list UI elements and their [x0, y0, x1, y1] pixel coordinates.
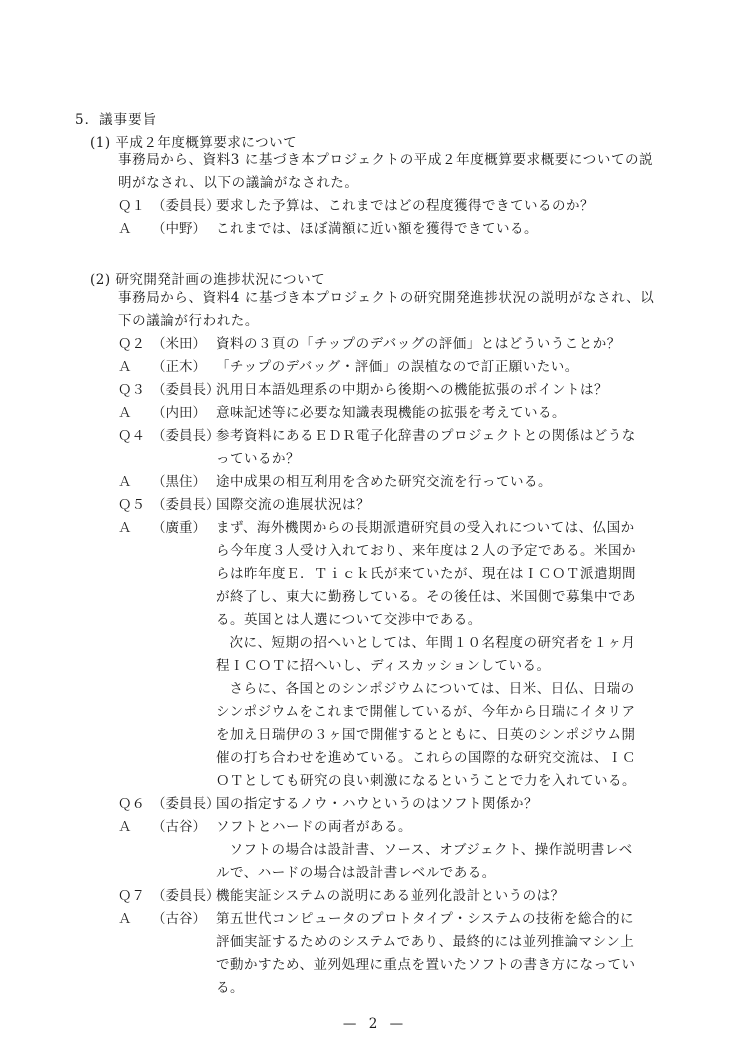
qa-text: [216, 356, 646, 379]
qa-speaker: （委員長）: [152, 796, 220, 812]
qa-paragraph: 国際交流の進展状況は？: [216, 497, 370, 513]
qa-entry: [118, 471, 648, 494]
qa-paragraph: 第五世代コンピュータのプロトタイプ・システムの技術を総合的に評価実証するためのシステムであり、最終的には並列推論マシン上で動かすため、並列処理に重点を置いたソフトの書き方になっている。: [216, 911, 636, 996]
qa-mark: Ａ: [118, 819, 132, 835]
qa-mark: Ｑ６: [118, 796, 145, 812]
qa-entry: [118, 195, 648, 218]
qa-paragraph: 要求した予算は、これまではどの程度獲得できているのか？: [216, 198, 594, 214]
qa-entry: [118, 793, 648, 816]
qa-text: [216, 425, 646, 471]
qa-entry: [118, 425, 648, 471]
qa-speaker: （委員長）: [152, 198, 220, 214]
qa-paragraph: まず、海外機関からの長期派遣研究員の受入れについては、仏国から今年度３人受け入れており、来年度は２人の予定である。米国からは昨年度Ｅ．Ｔｉｃｋ氏が来ていたが、現在はＩＣＯＴ派遣期間が終了し、東大に勤務している。その後任は、米国側で募集中である。英国とは人選について交渉中である。: [216, 520, 636, 628]
qa-text: [216, 816, 646, 885]
qa-speaker: （委員長）: [152, 497, 220, 513]
qa-text: [216, 379, 646, 402]
qa-text: [216, 195, 646, 218]
qa-speaker: （古谷）: [152, 819, 206, 835]
qa-mark: Ｑ１: [118, 198, 145, 214]
qa-entry: [118, 885, 648, 908]
qa-text: [216, 908, 646, 1000]
qa-paragraph: 意味記述等に必要な知識表現機能の拡張を考えている。: [216, 405, 566, 421]
part2-heading: (2) 研究開発計画の進捗状況について: [90, 272, 326, 288]
qa-mark: Ａ: [118, 520, 132, 536]
qa-paragraph: 国の指定するノウ・ハウというのはソフト関係か？: [216, 796, 538, 812]
qa-text: [216, 402, 646, 425]
qa-paragraph: ソフトとハードの両者がある。: [216, 819, 412, 835]
qa-speaker: （中野）: [152, 221, 206, 237]
qa-entry: [118, 402, 648, 425]
qa-paragraph: 次に、短期の招へいとしては、年間１０名程度の研究者を１ヶ月程ＩＣＯＴに招へいし、ディスカッションしている。: [216, 635, 636, 674]
section-title: 5．議事要旨: [75, 112, 158, 128]
qa-text: [216, 218, 646, 241]
qa-speaker: （委員長）: [152, 428, 220, 444]
qa-mark: Ａ: [118, 359, 132, 375]
qa-mark: Ａ: [118, 221, 132, 237]
qa-speaker: （内田）: [152, 405, 206, 421]
qa-entry: [118, 218, 648, 241]
qa-paragraph: ソフトの場合は設計書、ソース、オブジェクト、操作説明書レベルで、ハードの場合は設計書レベルである。: [216, 842, 633, 881]
part2-intro: 事務局から、資料4 に基づき本プロジェクトの研究開発進捗状況の説明がなされ、以下の議論が行われた。: [118, 290, 655, 329]
part1-heading: (1) 平成２年度概算要求について: [90, 135, 298, 151]
qa-mark: Ａ: [118, 474, 132, 490]
qa-entry: [118, 379, 648, 402]
qa-mark: Ｑ４: [118, 428, 145, 444]
qa-entry: [118, 356, 648, 379]
qa-paragraph: 参考資料にあるＥＤＲ電子化辞書のプロジェクトとの関係はどうなっているか？: [216, 428, 636, 467]
qa-paragraph: 「チップのデバッグ・評価」の誤植なので訂正願いたい。: [216, 359, 579, 375]
qa-paragraph: さらに、各国とのシンポジウムについては、日米、日仏、日瑞のシンポジウムをこれまで開催しているが、今年から日瑞にイタリアを加え日瑞伊の３ヶ国で開催するとともに、日英のシンポジウム開催の打ち合わせを進めている。これらの国際的な研究交流は、ＩＣＯＴとしても研究の良い刺激になるということで力を入れている。: [216, 681, 636, 789]
qa-entry: [118, 908, 648, 1000]
qa-speaker: （委員長）: [152, 888, 220, 904]
page-number: — 2 —: [342, 1016, 408, 1032]
qa-entry: [118, 816, 648, 885]
qa-speaker: （委員長）: [152, 382, 220, 398]
qa-mark: Ｑ２: [118, 336, 145, 352]
qa-mark: Ｑ５: [118, 497, 145, 513]
qa-speaker: （古谷）: [152, 911, 206, 927]
qa-speaker: （正木）: [152, 359, 206, 375]
part2-qa-list: [118, 333, 648, 1000]
qa-paragraph: 途中成果の相互利用を含めた研究交流を行っている。: [216, 474, 552, 490]
qa-entry: [118, 494, 648, 517]
qa-text: [216, 885, 646, 908]
qa-speaker: （廣重）: [152, 520, 206, 536]
qa-paragraph: これまでは、ほぼ満額に近い額を獲得できている。: [216, 221, 538, 237]
qa-mark: Ａ: [118, 911, 132, 927]
qa-text: [216, 494, 646, 517]
qa-paragraph: 機能実証システムの説明にある並列化設計というのは？: [216, 888, 565, 904]
qa-speaker: （黒住）: [152, 474, 206, 490]
part1-qa-list: [118, 195, 648, 241]
qa-mark: Ｑ７: [118, 888, 145, 904]
qa-entry: [118, 333, 648, 356]
part1-intro: 事務局から、資料3 に基づき本プロジェクトの平成２年度概算要求概要についての説明がなされ、以下の議論がなされた。: [118, 152, 654, 191]
qa-entry: [118, 517, 648, 793]
qa-text: [216, 793, 646, 816]
qa-text: [216, 517, 646, 793]
qa-mark: Ｑ３: [118, 382, 145, 398]
qa-text: [216, 333, 646, 356]
qa-text: [216, 471, 646, 494]
qa-paragraph: 汎用日本語処理系の中期から後期への機能拡張のポイントは？: [216, 382, 608, 398]
qa-mark: Ａ: [118, 405, 132, 421]
qa-paragraph: 資料の３頁の「チップのデバッグの評価」とはどういうことか？: [216, 336, 621, 352]
qa-speaker: （米田）: [152, 336, 206, 352]
